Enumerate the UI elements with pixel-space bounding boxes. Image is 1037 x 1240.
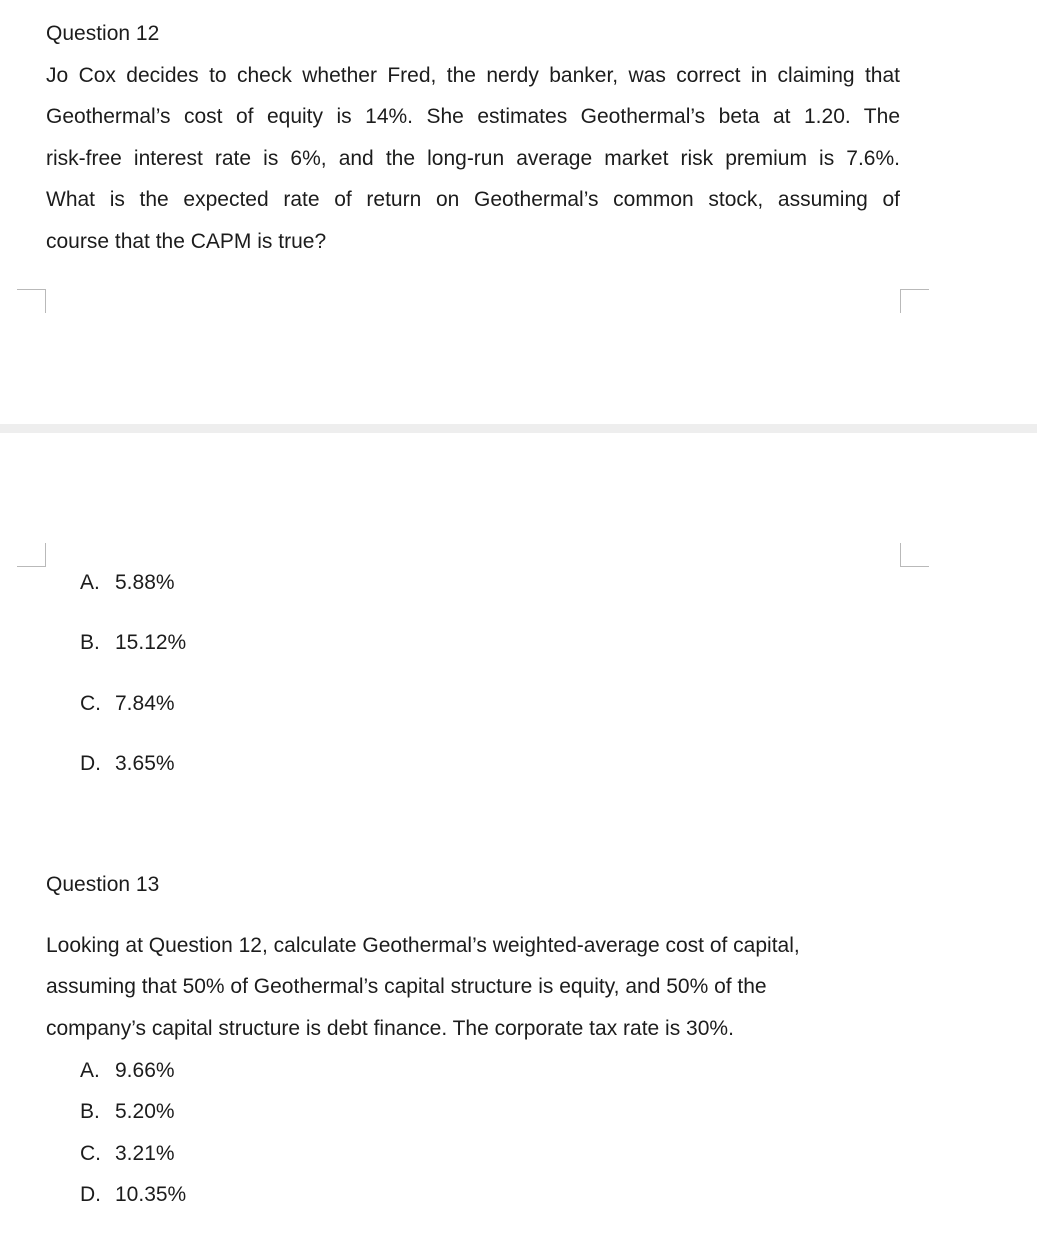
page-separator <box>0 424 1037 433</box>
question-13-option-c[interactable] <box>80 1140 175 1168</box>
margin-corner-mark-bottom-right <box>900 543 929 567</box>
option-letter: A. <box>80 571 100 594</box>
option-letter: D. <box>80 1183 101 1206</box>
option-letter: B. <box>80 631 100 654</box>
option-text: 9.66% <box>115 1059 175 1082</box>
option-text: 10.35% <box>115 1183 187 1206</box>
question-13-text-line: Looking at Question 12, calculate Geothermal’s weighted-average cost of capital, <box>46 934 800 957</box>
question-12-option-b[interactable] <box>80 629 186 657</box>
option-text: 7.84% <box>115 692 175 715</box>
question-13-title: Question 13 <box>46 873 160 896</box>
option-text: 15.12% <box>115 631 187 654</box>
question-13-option-b[interactable] <box>80 1098 175 1126</box>
option-letter: C. <box>80 1142 101 1165</box>
margin-corner-mark-bottom-left <box>17 543 46 567</box>
question-12-option-a[interactable] <box>80 569 175 597</box>
question-12-text-line: Geothermal’s cost of equity is 14%. She estimates Geothermal’s beta at 1.20. The <box>46 105 900 128</box>
question-13-option-d[interactable] <box>80 1181 186 1209</box>
option-letter: B. <box>80 1100 100 1123</box>
margin-corner-mark-top-left <box>17 289 46 313</box>
question-12-option-c[interactable] <box>80 690 175 718</box>
question-13-text-line: company’s capital structure is debt finance. The corporate tax rate is 30%. <box>46 1017 734 1040</box>
option-letter: C. <box>80 692 101 715</box>
question-12-text-line: Jo Cox decides to check whether Fred, the nerdy banker, was correct in claiming that <box>46 64 900 87</box>
question-12-title: Question 12 <box>46 22 160 45</box>
question-13-text-line: assuming that 50% of Geothermal’s capital structure is equity, and 50% of the <box>46 975 767 998</box>
option-text: 3.21% <box>115 1142 175 1165</box>
option-letter: A. <box>80 1059 100 1082</box>
option-text: 5.88% <box>115 571 175 594</box>
question-13-option-a[interactable] <box>80 1057 175 1085</box>
question-12-text-line: What is the expected rate of return on Geothermal’s common stock, assuming of <box>46 188 900 211</box>
option-letter: D. <box>80 752 101 775</box>
question-12-text-line: risk-free interest rate is 6%, and the long-run average market risk premium is 7.6%. <box>46 147 900 170</box>
question-12-text-line: course that the CAPM is true? <box>46 230 327 253</box>
question-12-option-d[interactable] <box>80 750 175 778</box>
option-text: 5.20% <box>115 1100 175 1123</box>
option-text: 3.65% <box>115 752 175 775</box>
margin-corner-mark-top-right <box>900 289 929 313</box>
